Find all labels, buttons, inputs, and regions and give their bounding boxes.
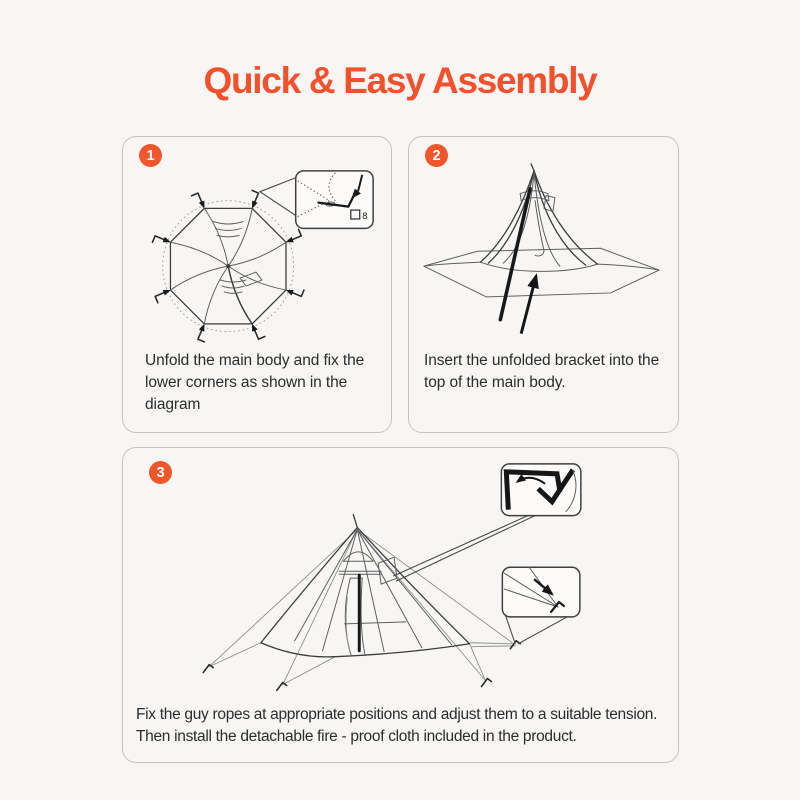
stake-detail-inset — [296, 171, 373, 229]
center-hub — [226, 264, 230, 268]
skirt-drapes — [424, 262, 659, 271]
tent-outline — [261, 515, 470, 657]
step-2-panel — [408, 136, 679, 433]
rope-tension-inset — [502, 567, 580, 617]
insert-arrow-icon — [521, 276, 536, 334]
cone-creases — [503, 173, 560, 266]
step-1-number-badge: 1 — [139, 144, 162, 167]
step-3-number-badge: 3 — [149, 461, 172, 484]
step-1-panel — [122, 136, 392, 433]
magnifier-wedge — [260, 178, 296, 216]
step-1-caption: Unfold the main body and fix the lower corners as shown in the diagram — [145, 352, 365, 413]
step-3-caption: Fix the guy ropes at appropriate positions and adjust them to a suitable tension. Then install the detachable fire - proof cloth included in the product. — [136, 706, 658, 745]
tent-pole — [500, 189, 530, 320]
step-2-number-badge: 2 — [425, 144, 448, 167]
stake-count-label: 8 — [362, 209, 368, 221]
page-title: Quick & Easy Assembly — [203, 60, 597, 101]
step-2-caption: Insert the unfolded bracket into the top of the main body. — [424, 352, 660, 391]
fire-proof-cloth-inset — [501, 464, 580, 516]
step-3-panel — [122, 447, 679, 763]
tension-callout-lines — [505, 615, 569, 644]
